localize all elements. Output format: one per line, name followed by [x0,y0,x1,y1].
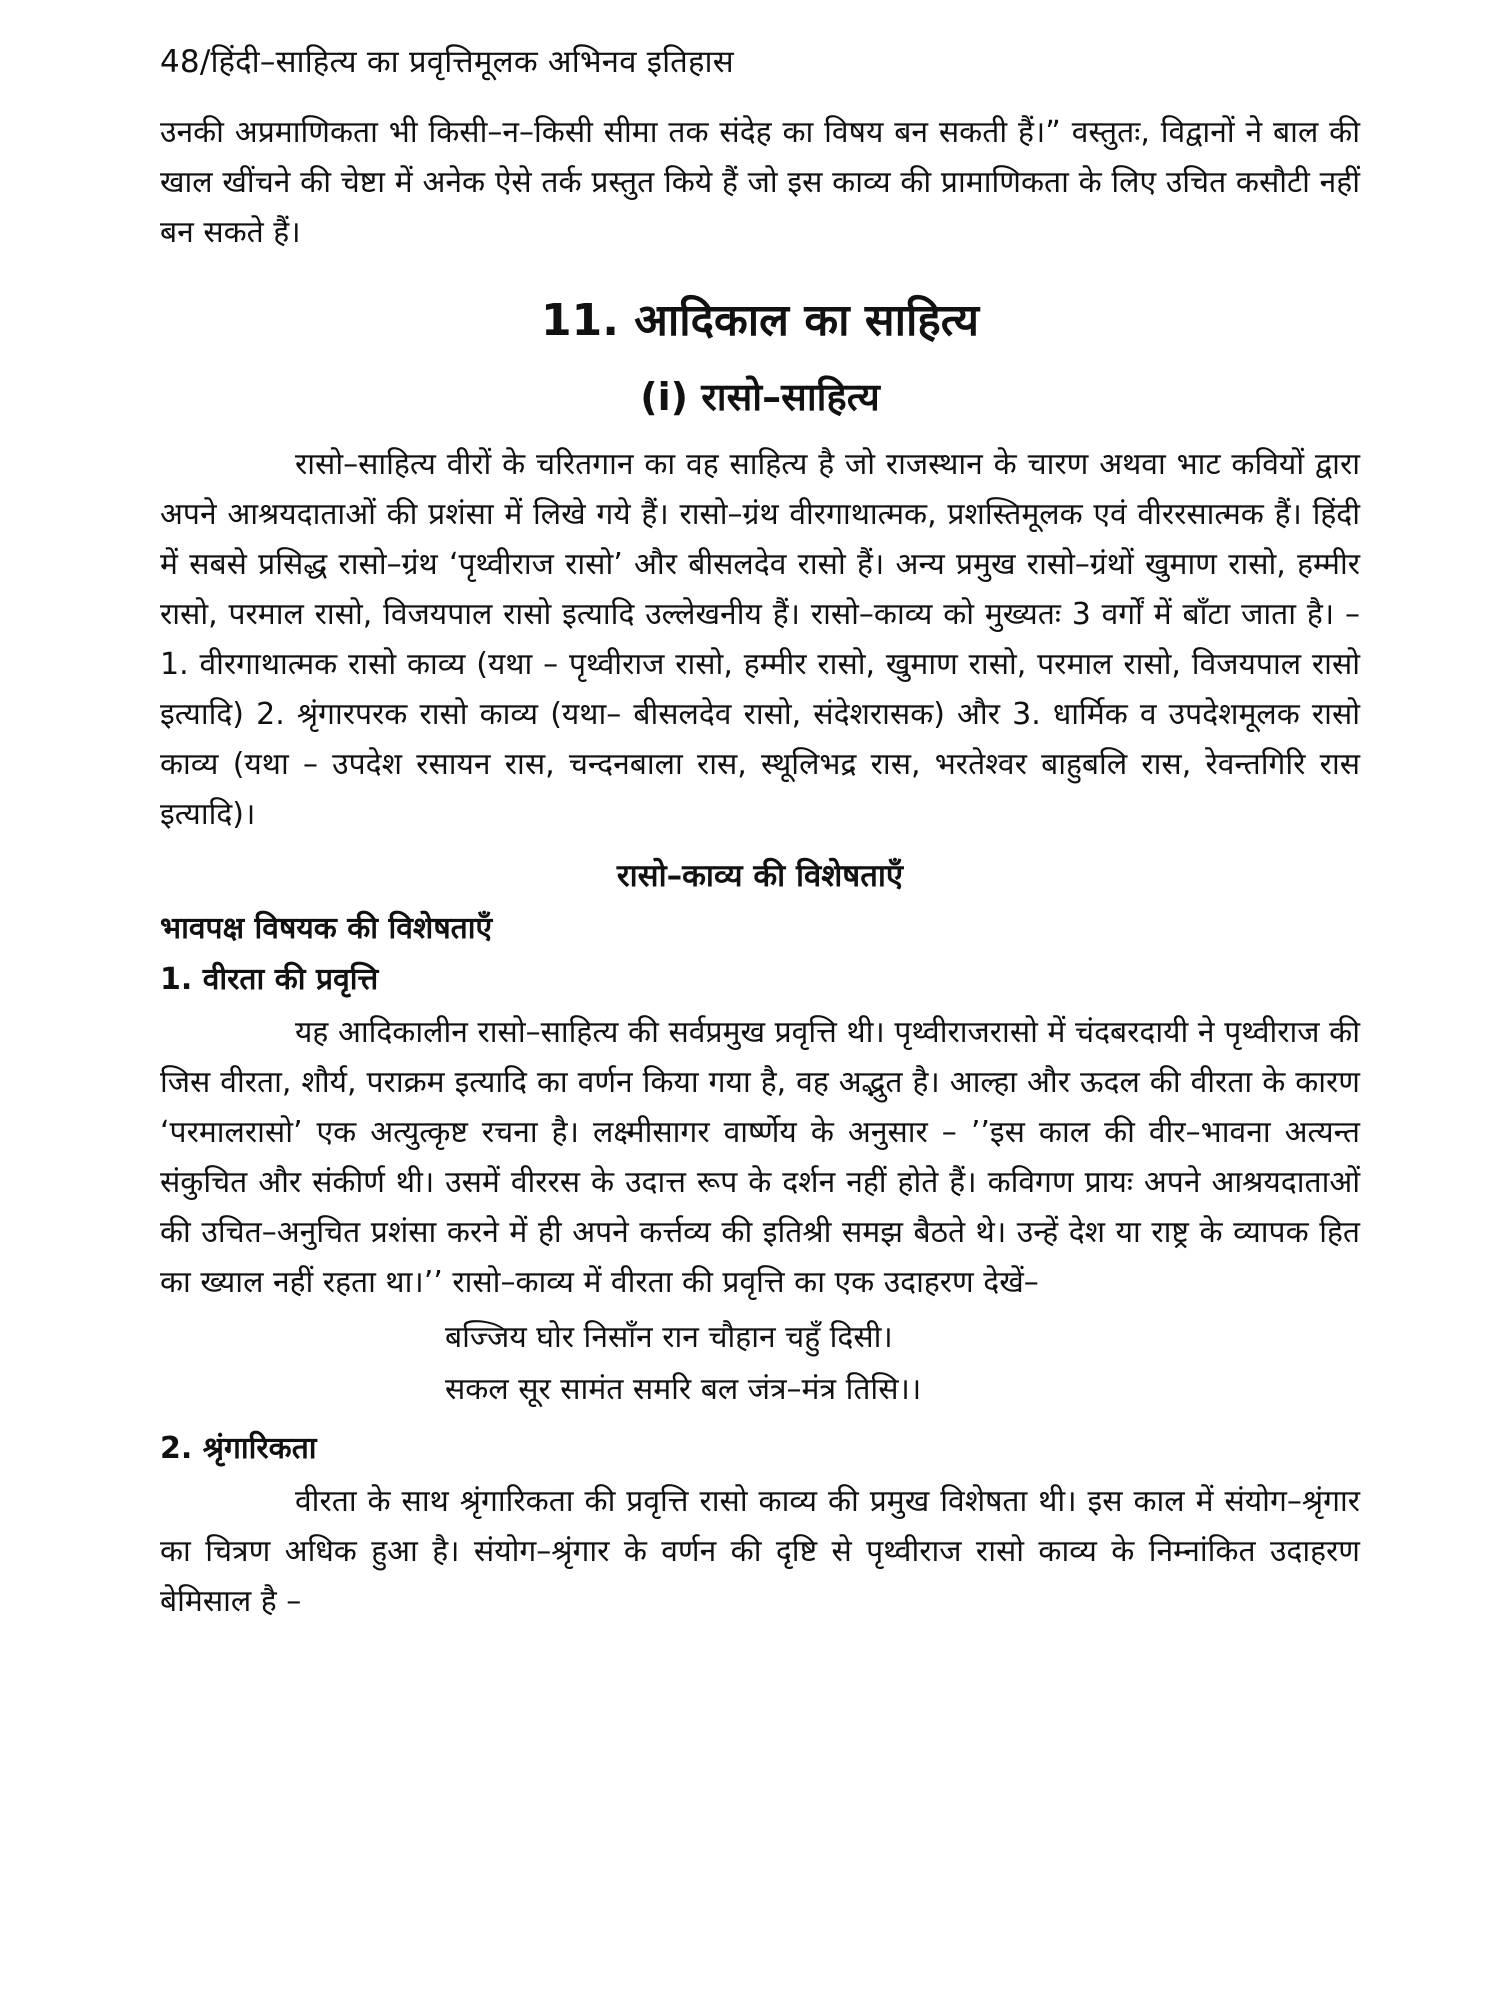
point2-heading: 2. श्रृंगारिकता [160,1431,317,1466]
running-head: 48/हिंदी–साहित्य का प्रवृत्तिमूलक अभिनव इतिहास [160,44,734,80]
bhavpaksh-heading: भावपक्ष विषयक की विशेषताएँ [160,911,493,946]
intro-paragraph: उनकी अप्रमाणिकता भी किसी–न–किसी सीमा तक संदेह का विषय बन सकती हैं।” वस्तुतः, विद्वानों ने बाल की खाल खींचने की चेष्टा में अनेक ऐसे तर्क प्रस्तुत किये हैं जो इस काव्य की प्रामाणिकता के लिए उचित कसौटी नहीं बन सकते हैं। [160,115,1360,250]
verse-line: बज्जिय घोर निसाँन रान चौहान चहुँ दिसी। [445,1320,893,1355]
chapter-title: 11. आदिकाल का साहित्य [540,295,980,346]
verse-line: सकल सूर सामंत समरि बल जंत्र–मंत्र तिसि।। [445,1372,922,1407]
point1-paragraph: यह आदिकालीन रासो–साहित्य की सर्वप्रमुख प्रवृत्ति थी। पृथ्वीराजरासो में चंदबरदायी ने पृथ्वीराज की जिस वीरता, शौर्य, पराक्रम इत्यादि का वर्णन किया गया है, वह अद्भुत है। आल्हा और ऊदल की वीरता के कारण ‘परमालरासो’ एक अत्युत्कृष्ट रचना है। लक्ष्मीसागर वार्ष्णेय के अनुसार – ’’इस काल की वीर–भावना अत्यन्त संकुचित और संकीर्ण थी। उसमें वीररस के उदात्त रूप के दर्शन नहीं होते हैं। कविगण प्रायः अपने आश्रयदाताओं की उचित–अनुचित प्रशंसा करने में ही अपने कर्त्तव्य की इतिश्री समझ बैठते थे। उन्हें देश या राष्ट्र के व्यापक हित का ख्याल नहीं रहता था।’’ रासो–काव्य में वीरता की प्रवृत्ति का एक उदाहरण देखें– [160,1015,1360,1300]
point1-heading: 1. वीरता की प्रवृत्ति [160,962,379,997]
section-title: (i) रासो–साहित्य [640,375,880,419]
raso-paragraph: रासो–साहित्य वीरों के चरितगान का वह साहित्य है जो राजस्थान के चारण अथवा भाट कवियों द्वारा अपने आश्रयदाताओं की प्रशंसा में लिखे गये हैं। रासो–ग्रंथ वीरगाथात्मक, प्रशस्तिमूलक एवं वीररसात्मक हैं। हिंदी में सबसे प्रसिद्ध रासो–ग्रंथ ‘पृथ्वीराज रासो’ और बीसलदेव रासो हैं। अन्य प्रमुख रासो–ग्रंथों खुमाण रासो, हम्मीर रासो, परमाल रासो, विजयपाल रासो इत्यादि उल्लेखनीय हैं। रासो–काव्य को मुख्यतः 3 वर्गों में बाँटा जाता है। – 1. वीरगाथात्मक रासो काव्य (यथा – पृथ्वीराज रासो, हम्मीर रासो, खुमाण रासो, परमाल रासो, विजयपाल रासो इत्यादि) 2. श्रृंगारपरक रासो काव्य (यथा– बीसलदेव रासो, संदेशरासक) और 3. धार्मिक व उपदेशमूलक रासो काव्य (यथा – उपदेश रसायन रास, चन्दनबाला रास, स्थूलिभद्र रास, भरतेश्वर बाहुबलि रास, रेवन्तगिरि रास इत्यादि)। [160,447,1360,832]
verse-block [445,1312,1360,1416]
point2-paragraph: वीरता के साथ श्रृंगारिकता की प्रवृत्ति रासो काव्य की प्रमुख विशेषता थी। इस काल में संयोग–श्रृंगार का चित्रण अधिक हुआ है। संयोग–श्रृंगार के वर्णन की दृष्टि से पृथ्वीराज रासो काव्य के निम्नांकित उदाहरण बेमिसाल है – [160,1484,1360,1619]
features-heading: रासो–काव्य की विशेषताएँ [616,858,904,894]
